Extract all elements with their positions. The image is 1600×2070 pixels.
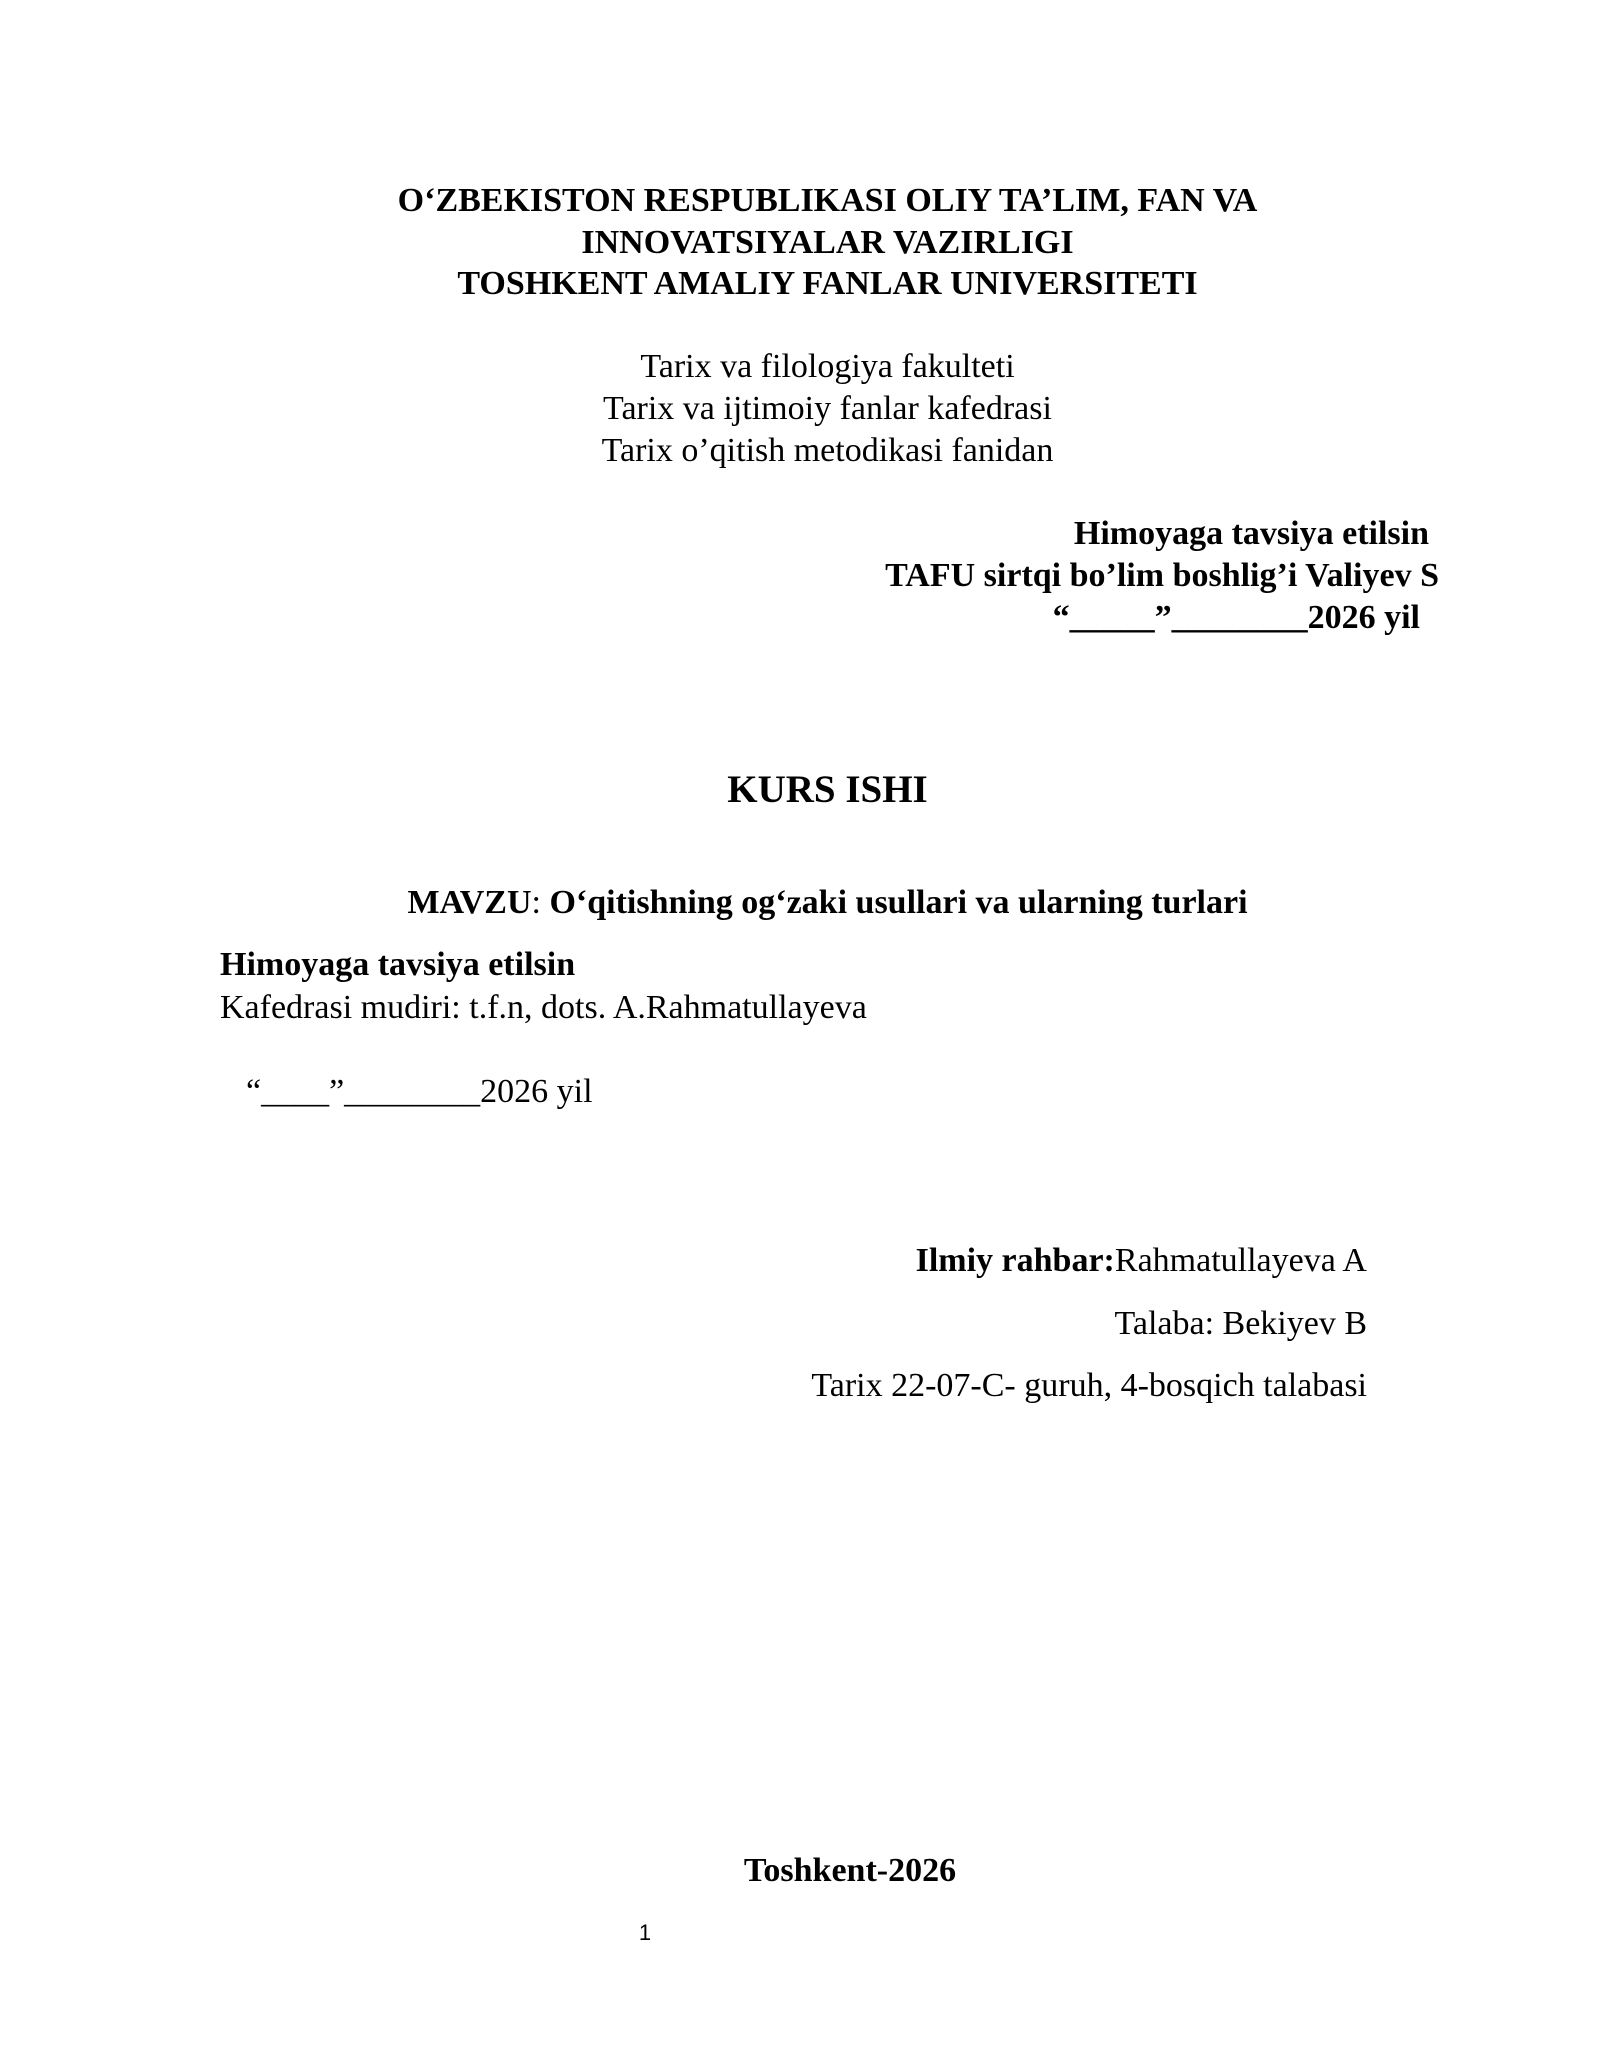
faculty-name: Tarix va filologiya fakulteti (640, 348, 1015, 385)
approval-chair-heading: Himoyaga tavsiya etilsin (220, 946, 576, 983)
chair-name: Tarix va ijtimoiy fanlar kafedrasi (603, 390, 1052, 427)
ministry-line-2: INNOVATSIYALAR VAZIRLIGI (581, 224, 1074, 261)
document-title: KURS ISHI (727, 768, 928, 811)
topic-label: MAVZU (407, 884, 532, 921)
place-year: Toshkent-2026 (743, 1852, 957, 1889)
university-name: TOSHKENT AMALIY FANLAR UNIVERSITETI (457, 265, 1198, 302)
approval-top-signer: TAFU sirtqi bo’lim boshlig’i Valiyev S (885, 557, 1439, 594)
group-line: Tarix 22-07-C- guruh, 4-bosqich talabasi (811, 1367, 1367, 1404)
topic-text: O‘qitishning og‘zaki usullari va ularning turlari (549, 884, 1248, 921)
topic-separator: : (531, 884, 550, 921)
topic-line (0, 882, 1600, 924)
supervisor-name: Rahmatullayeva A (1114, 1242, 1367, 1279)
supervisor-line (916, 1240, 1367, 1282)
page-number: 1 (638, 1920, 652, 1945)
approval-chair-signer: Kafedrasi mudiri: t.f.n, dots. A.Rahmatullayeva (220, 989, 867, 1026)
approval-chair-date: “____”________2026 yil (246, 1073, 593, 1110)
supervisor-label: Ilmiy rahbar: (915, 1242, 1115, 1279)
student-line: Talaba: Bekiyev B (1114, 1305, 1367, 1342)
approval-top-heading: Himoyaga tavsiya etilsin (1073, 515, 1429, 552)
approval-top-date: “_____”________2026 yil (1052, 599, 1420, 636)
subject-name: Tarix o’qitish metodikasi fanidan (601, 432, 1054, 469)
ministry-line-1: O‘ZBEKISTON RESPUBLIKASI OLIY TA’LIM, FAN VA (397, 182, 1258, 219)
